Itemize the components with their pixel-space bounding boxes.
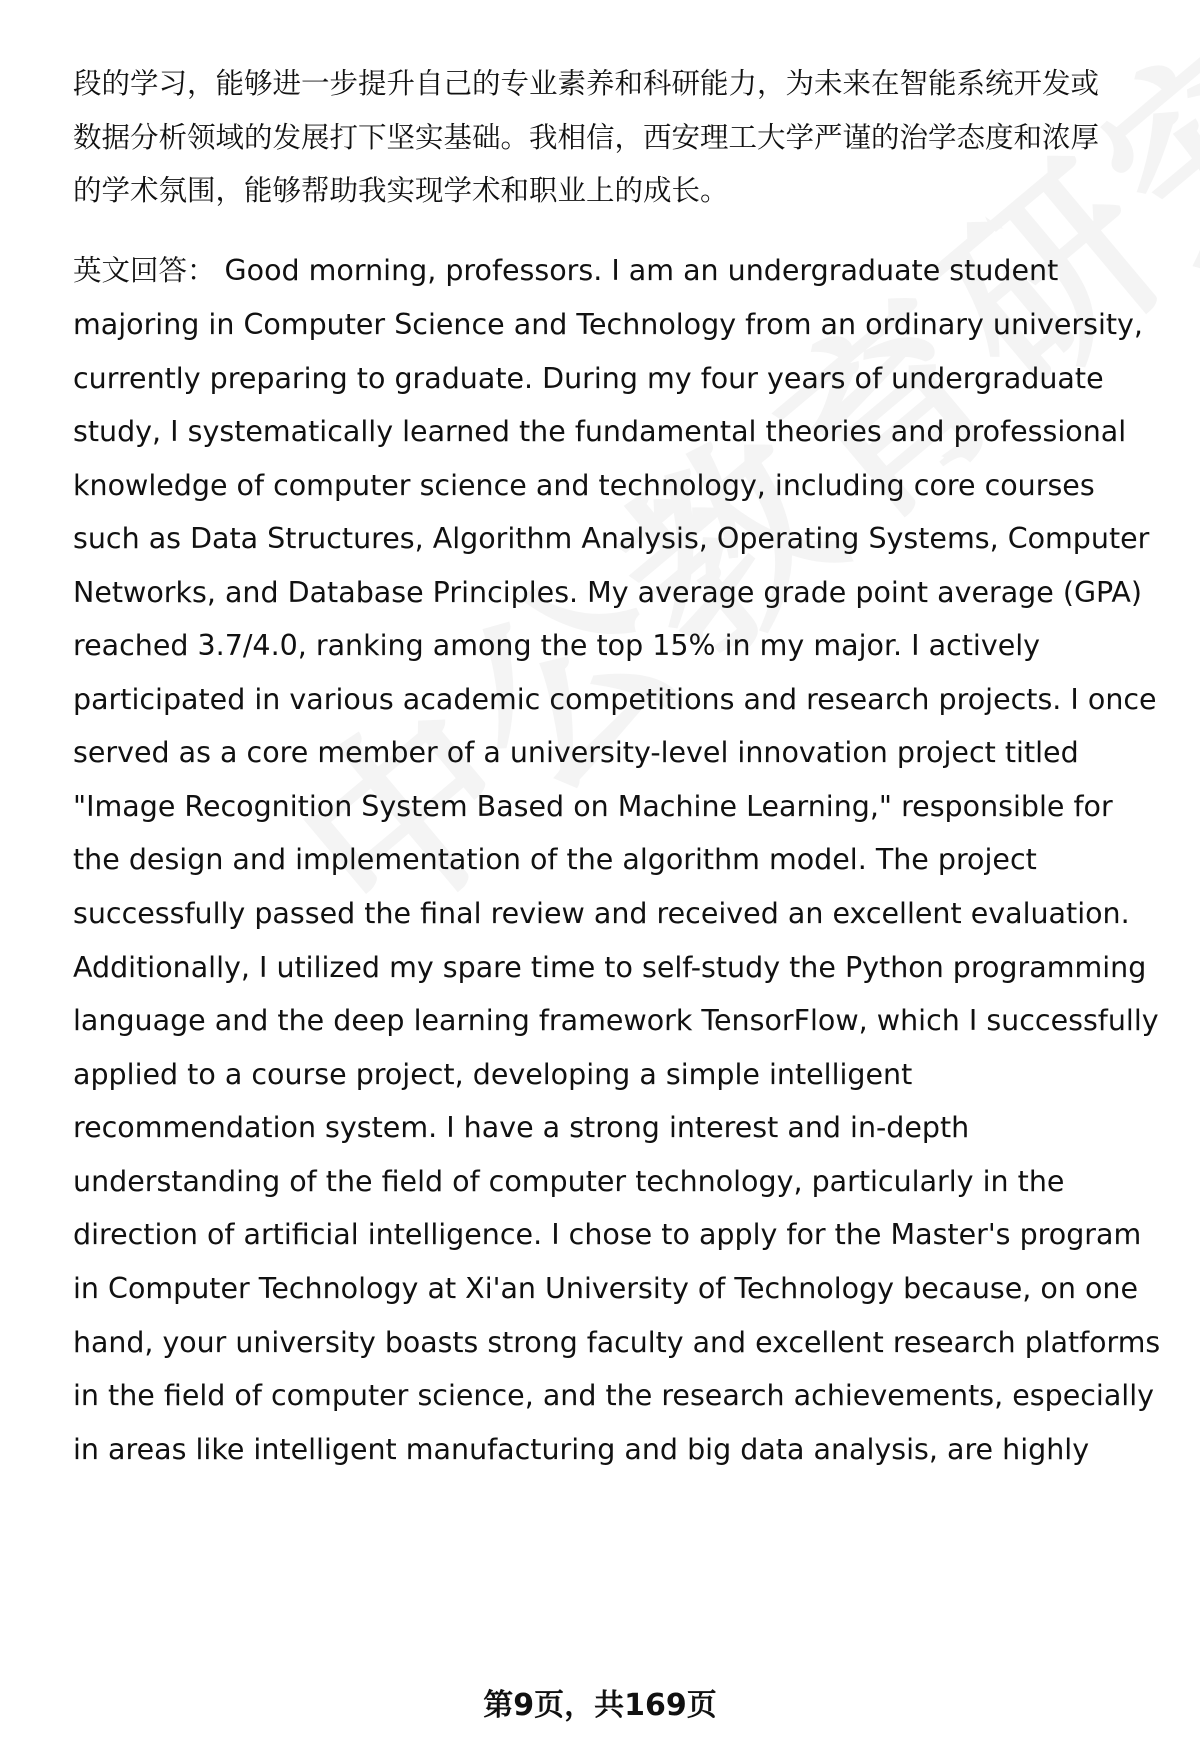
text-line: 的学术氛围，能够帮助我实现学术和职业上的成长。: [73, 174, 729, 207]
text-line: in Computer Technology at Xi'an University of Technology because, on one: [73, 1272, 1139, 1305]
text-line: hand, your university boasts strong faculty and excellent research platforms: [73, 1326, 1161, 1359]
text-line: applied to a course project, developing a simple intelligent: [73, 1058, 913, 1091]
text-line: "Image Recognition System Based on Machine Learning," responsible for: [73, 790, 1113, 823]
text-line: in areas like intelligent manufacturing and big data analysis, are highly: [73, 1433, 1090, 1466]
text-line: in the field of computer science, and the research achievements, especially: [73, 1379, 1154, 1412]
text-line: successfully passed the final review and received an excellent evaluation.: [73, 897, 1130, 930]
text-line: served as a core member of a university-level innovation project titled: [73, 736, 1079, 769]
text-line: study, I systematically learned the fundamental theories and professional: [73, 415, 1127, 448]
text-line: recommendation system. I have a strong interest and in-depth: [73, 1111, 970, 1144]
text-line: knowledge of computer science and technology, including core courses: [73, 469, 1095, 502]
text-line: 段的学习，能够进一步提升自己的专业素养和科研能力，为未来在智能系统开发或: [73, 67, 1100, 100]
page-number: 第9页，共169页: [483, 1688, 717, 1723]
text-line: language and the deep learning framework TensorFlow, which I successfully: [73, 1004, 1159, 1037]
text-line: reached 3.7/4.0, ranking among the top 15% in my major. I actively: [73, 629, 1041, 662]
text-line: currently preparing to graduate. During my four years of undergraduate: [73, 362, 1104, 395]
text-line: the design and implementation of the algorithm model. The project: [73, 843, 1037, 876]
text-line: 英文回答： Good morning, professors. I am an undergraduate student: [73, 254, 1059, 287]
text-line: Additionally, I utilized my spare time to self-study the Python programming: [73, 951, 1147, 984]
text-line: understanding of the field of computer technology, particularly in the: [73, 1165, 1065, 1198]
text-line: Networks, and Database Principles. My average grade point average (GPA): [73, 576, 1143, 609]
text-line: participated in various academic competitions and research projects. I once: [73, 683, 1157, 716]
text-line: such as Data Structures, Algorithm Analysis, Operating Systems, Computer: [73, 522, 1150, 555]
text-line: majoring in Computer Science and Technology from an ordinary university,: [73, 308, 1143, 341]
text-line: 数据分析领域的发展打下坚实基础。我相信，西安理工大学严谨的治学态度和浓厚: [73, 121, 1100, 154]
text-line: direction of artificial intelligence. I chose to apply for the Master's program: [73, 1218, 1142, 1251]
